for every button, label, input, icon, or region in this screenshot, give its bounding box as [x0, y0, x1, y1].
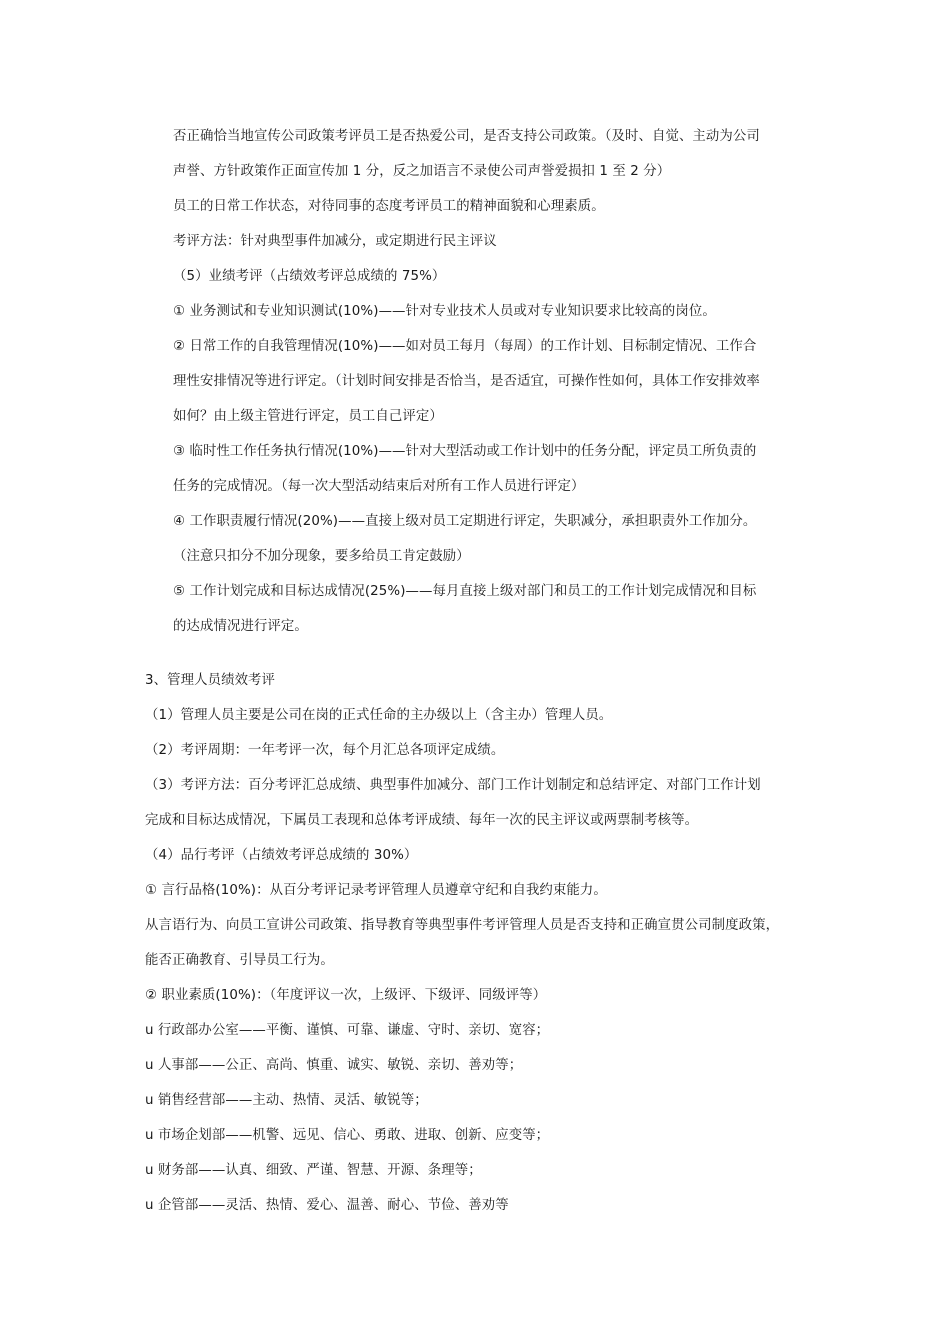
list-item: u 销售经营部——主动、热情、灵活、敏锐等； — [145, 1093, 428, 1108]
list-item: u 财务部——认真、细致、严谨、智慧、开源、条理等； — [145, 1163, 482, 1178]
paragraph-line: （2）考评周期：一年考评一次，每个月汇总各项评定成绩。 — [145, 743, 505, 758]
list-item: u 企管部——灵活、热情、爱心、温善、耐心、节俭、善劝等 — [145, 1198, 509, 1213]
paragraph-line: 如何？由上级主管进行评定，员工自己评定） — [173, 409, 443, 424]
list-item: u 人事部——公正、高尚、慎重、诚实、敏锐、亲切、善劝等； — [145, 1058, 523, 1073]
paragraph-line: （注意只扣分不加分现象，要多给员工肯定鼓励） — [173, 549, 470, 564]
paragraph-line: ② 日常工作的自我管理情况(10%)——如对员工每月（每周）的工作计划、目标制定情况、工作合 — [173, 339, 757, 354]
paragraph-line: 能否正确教育、引导员工行为。 — [145, 953, 334, 968]
paragraph-line: ① 业务测试和专业知识测试(10%)——针对专业技术人员或对专业知识要求比较高的岗位。 — [173, 304, 716, 319]
paragraph-line: 否正确恰当地宣传公司政策考评员工是否热爱公司，是否支持公司政策。（及时、自觉、主动为公司 — [173, 129, 760, 144]
paragraph-line: 理性安排情况等进行评定。（计划时间安排是否恰当，是否适宜，可操作性如何，具体工作安排效率 — [173, 374, 760, 389]
list-item: u 行政部办公室——平衡、谨慎、可靠、谦虚、守时、亲切、宽容； — [145, 1023, 550, 1038]
paragraph-line: 员工的日常工作状态，对待同事的态度考评员工的精神面貌和心理素质。 — [173, 199, 605, 214]
paragraph-line: 从言语行为、向员工宣讲公司政策、指导教育等典型事件考评管理人员是否支持和正确宣贯公司制度政策， — [145, 918, 780, 933]
section-heading: （5）业绩考评（占绩效考评总成绩的 75%） — [173, 269, 446, 284]
paragraph-line: 声誉、方针政策作正面宣传加 1 分，反之加语言不录使公司声誉爱损扣 1 至 2 分） — [173, 164, 671, 179]
paragraph-line: 考评方法：针对典型事件加减分，或定期进行民主评议 — [173, 234, 497, 249]
paragraph-line: 任务的完成情况。（每一次大型活动结束后对所有工作人员进行评定） — [173, 479, 585, 494]
paragraph-line: ⑤ 工作计划完成和目标达成情况(25%)——每月直接上级对部门和员工的工作计划完成情况和目标 — [173, 584, 757, 599]
section-heading: 3、管理人员绩效考评 — [145, 673, 276, 688]
paragraph-line: （3）考评方法：百分考评汇总成绩、典型事件加减分、部门工作计划制定和总结评定、对部门工作计划 — [145, 778, 761, 793]
section-heading: （4）品行考评（占绩效考评总成绩的 30%） — [145, 848, 418, 863]
paragraph-line: 的达成情况进行评定。 — [173, 619, 308, 634]
paragraph-line: 完成和目标达成情况，下属员工表现和总体考评成绩、每年一次的民主评议或两票制考核等。 — [145, 813, 699, 828]
paragraph-line: ③ 临时性工作任务执行情况(10%)——针对大型活动或工作计划中的任务分配，评定员工所负责的 — [173, 444, 757, 459]
paragraph-line: ② 职业素质(10%)：（年度评议一次，上级评、下级评、同级评等） — [145, 988, 547, 1003]
paragraph-line: ④ 工作职责履行情况(20%)——直接上级对员工定期进行评定，失职减分，承担职责外工作加分。 — [173, 514, 757, 529]
paragraph-line: （1）管理人员主要是公司在岗的正式任命的主办级以上（含主办）管理人员。 — [145, 708, 613, 723]
paragraph-line: ① 言行品格(10%)：从百分考评记录考评管理人员遵章守纪和自我约束能力。 — [145, 883, 607, 898]
list-item: u 市场企划部——机警、远见、信心、勇敢、进取、创新、应变等； — [145, 1128, 550, 1143]
